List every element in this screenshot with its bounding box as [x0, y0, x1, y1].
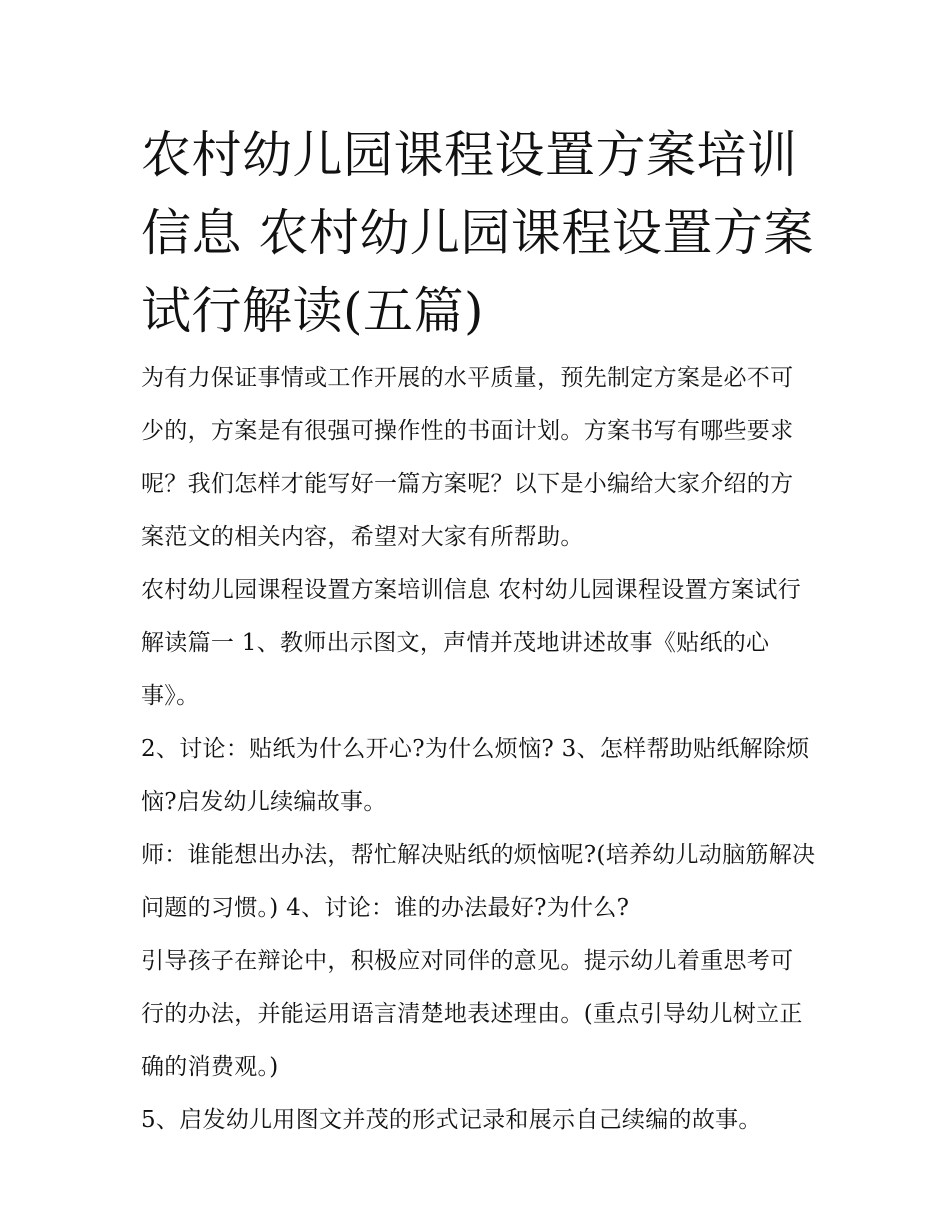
discussion-paragraph: 2、讨论：贴纸为什么开心?为什么烦恼? 3、怎样帮助贴纸解除烦恼?启发幼儿续编故事。: [141, 736, 810, 815]
document-page: [141, 116, 816, 1147]
teacher-question-paragraph: 师：谁能想出办法，帮忙解决贴纸的烦恼呢?(培养幼儿动脑筋解决问题的习惯。) 4、讨论：谁的办法最好?为什么?: [141, 842, 816, 921]
document-title: 农村幼儿园课程设置方案培训信息 农村幼儿园课程设置方案试行解读(五篇): [141, 126, 814, 340]
section-heading-paragraph: 农村幼儿园课程设置方案培训信息 农村幼儿园课程设置方案试行解读篇一 1、教师出示图文，声情并茂地讲述故事《贴纸的心事》。: [141, 577, 802, 709]
guidance-paragraph: 引导孩子在辩论中，积极应对同伴的意见。提示幼儿着重思考可行的办法，并能运用语言清楚地表述理由。(重点引导幼儿树立正确的消费观。): [141, 948, 803, 1080]
intro-paragraph: 为有力保证事情或工作开展的水平质量，预先制定方案是必不可少的，方案是有很强可操作性的书面计划。方案书写有哪些要求呢？我们怎样才能写好一篇方案呢？以下是小编给大家介绍的方案范文的相关内容，希望对大家有所帮助。: [141, 365, 794, 550]
activity-paragraph: 5、启发幼儿用图文并茂的形式记录和展示自己续编的故事。: [141, 1107, 762, 1133]
